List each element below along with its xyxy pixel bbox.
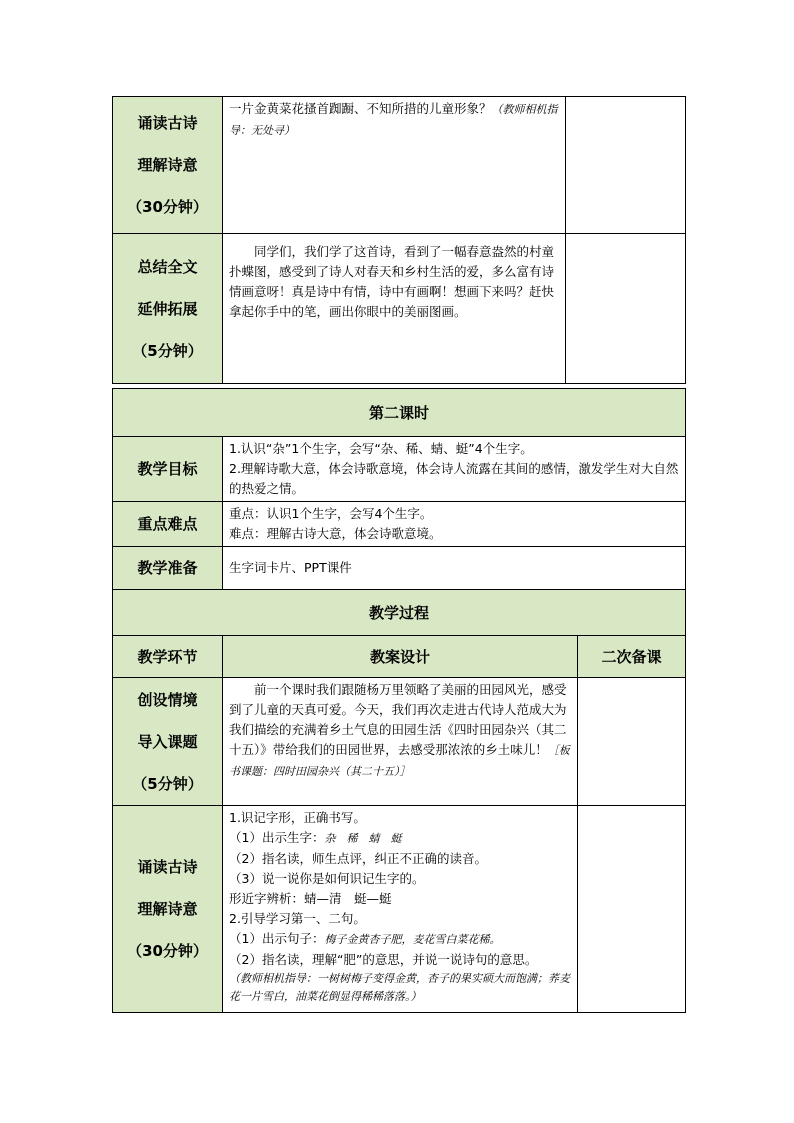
label-line: （5分钟） [132,341,203,360]
key-content [223,502,686,547]
new-chars: 杂 稀 蜻 蜓 [324,832,402,845]
lesson-content [223,678,578,806]
stage-label [113,678,223,806]
content-text [229,680,573,782]
lesson-content [223,806,578,1013]
label-line: 理解诗意 [137,900,198,918]
key-line: 难点：理解古诗大意，体会诗歌意境。 [229,526,442,541]
label-line: 理解诗意 [137,156,198,174]
header-stage: 教学环节 [113,636,223,678]
stage-label [113,97,223,234]
label-line: （30分钟） [127,942,208,960]
goals-content [223,437,686,502]
label-line: （30分钟） [127,198,208,216]
goal-line: 2.理解诗歌大意，体会诗歌意境，体会诗人流露在其间的感情，激发学生对大自然的热爱之情。 [229,461,679,496]
lesson-table-part2 [112,388,686,1013]
board-note: ［板书课题：四时田园杂兴（其二十五）］ [229,744,570,778]
revision-cell [566,234,686,384]
goals-label: 教学目标 [113,437,223,502]
label-line: 总结全文 [137,257,198,276]
goal-line: 1.认识“杂”1个生字，会写“杂、稀、蜻、蜓”4个生字。 [229,441,533,456]
content-line [229,929,573,950]
lesson-content [223,97,566,234]
label-line: （5分钟） [132,774,203,793]
section-title: 第二课时 [113,389,686,437]
prep-content: 生字词卡片、PPT课件 [223,547,686,590]
prep-label: 教学准备 [113,547,223,590]
teacher-note: （教师相机指导：一树树梅子变得金黄，杏子的果实硕大而饱满；荞麦花一片雪白，油菜花倒显得稀稀落落。） [229,972,570,1003]
content-line [229,828,573,849]
line-text: （1）出示生字： [229,830,325,845]
line-text: （1）出示句子： [229,931,325,946]
label-line: 延伸拓展 [137,299,198,318]
label-line: 诵读古诗 [137,858,198,876]
content-line: （3）说一说你是如何识记生字的。 [229,871,425,886]
lesson-content [223,234,566,384]
label-line: 导入课题 [137,732,198,751]
revision-cell [578,806,686,1013]
key-label: 重点难点 [113,502,223,547]
content-line: （2）指名读，师生点评，纠正不正确的读音。 [229,851,487,866]
stage-label [113,234,223,384]
content-text: 一片金黄菜花搔首踟蹰、不知所措的儿童形象？ [229,101,492,116]
revision-cell [566,97,686,234]
label-line: 创设情境 [137,690,198,709]
content-line: （2）指名读，理解“肥”的意思，并说一说诗句的意思。 [229,952,538,967]
content-line: 形近字辨析：蜻—清 蜓—蜓 [229,891,392,906]
key-line: 重点：认识1个生字，会写4个生字。 [229,506,433,521]
lesson-table-part1 [112,96,686,384]
header-revision: 二次备课 [578,636,686,678]
header-design: 教案设计 [223,636,578,678]
stage-label [113,806,223,1013]
process-title: 教学过程 [113,590,686,636]
content-line: 2.引导学习第一、二句。 [229,911,366,926]
poem-sentence: 梅子金黄杏子肥，麦花雪白菜花稀。 [324,933,501,946]
revision-cell [578,678,686,806]
intro-text: 前一个课时我们跟随杨万里领略了美丽的田园风光，感受到了儿童的天真可爱。今天，我们再次走进古代诗人范成大为我们描绘的充满着乡土气息的田园生活《四时田园杂兴（其二十五）》带给我们的田园世界，去感受那浓浓的乡土味儿！ [229,682,567,757]
content-line: 1.识记字形，正确书写。 [229,810,366,825]
content-text: 同学们，我们学了这首诗，看到了一幅春意盎然的村童扑蝶图，感受到了诗人对春天和乡村生活的爱，多么富有诗情画意呀！真是诗中有情，诗中有画啊！想画下来吗？赶快拿起你手中的笔，画出你眼中的美丽图画。 [229,244,555,319]
label-line: 诵读古诗 [137,114,198,132]
teacher-note: （教师相机指导：无处寻） [229,103,558,137]
